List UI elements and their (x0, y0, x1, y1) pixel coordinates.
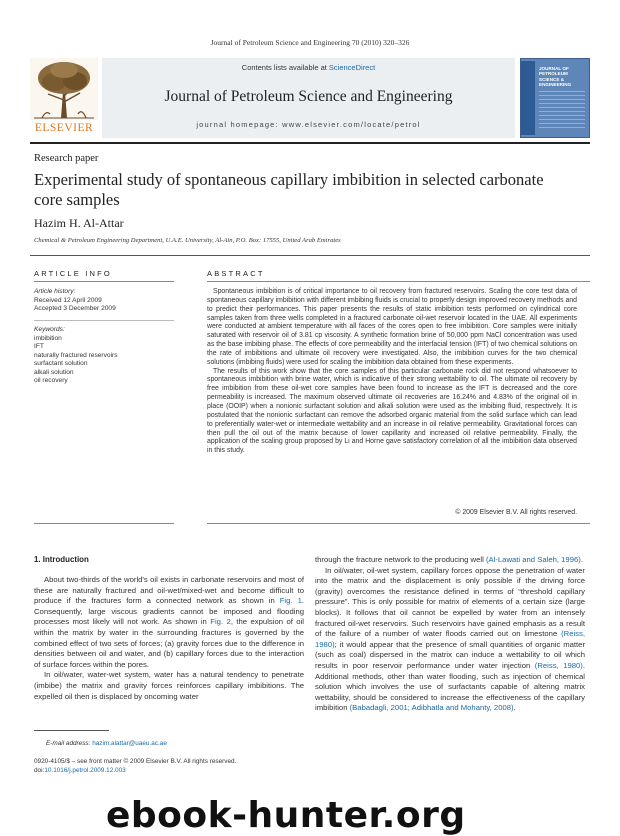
contents-prefix: Contents lists available at (241, 63, 327, 72)
figure-2-link[interactable]: Fig. 2 (210, 617, 231, 627)
article-info-rule (34, 281, 174, 282)
cover-band (521, 61, 535, 135)
journal-homepage[interactable]: journal homepage: www.elsevier.com/locate/petrol (196, 120, 421, 129)
front-matter (34, 758, 236, 775)
accepted-date: Accepted 3 December 2009 (34, 305, 116, 312)
doi-line (34, 767, 236, 776)
article-type: Research paper (34, 153, 99, 164)
keyword: IFT (34, 343, 44, 350)
keyword: naturally fractured reservoirs (34, 351, 118, 359)
abstract-copyright: © 2009 Elsevier B.V. All rights reserved. (455, 509, 577, 516)
right-column (315, 555, 585, 714)
intro-paragraph-2: In oil/water, water-wet system, water has a natural tendency to penetrate (imbibe) the matrix and gravity forces reinforces capillary imbibitions. The expelled oil then is displaced by oncoming water (34, 670, 304, 701)
article-info-heading: ARTICLE INFO (34, 269, 112, 278)
section-heading-introduction: 1. Introduction (34, 555, 89, 564)
author-name: Hazim H. Al-Attar (34, 216, 124, 230)
doi-prefix: doi: (34, 766, 45, 774)
header-rule (30, 142, 590, 144)
cover-decoration (539, 91, 585, 131)
text-run: About two-thirds of the world's oil exists in carbonate reservoirs and most of these are naturally fractured and oil-wet/mixed-wet and become difficult to produce if the fractures form a connected network as shown in (34, 575, 304, 606)
text-run: . Additional methods, other than water flooding, such as injection of chemical solution which involves the use of surfactants capable of altering matrix wettability, should be considered to increase the effectiveness of the capillary imbibition (315, 660, 585, 713)
info-end-rule (34, 523, 174, 524)
contents-line (102, 63, 515, 72)
keyword: oil recovery (34, 377, 68, 384)
cover-title: JOURNAL OF PETROLEUM SCIENCE & ENGINEERING (539, 66, 572, 88)
figure-1-link[interactable]: Fig. 1 (279, 596, 302, 606)
publisher-name: ELSEVIER (34, 122, 94, 134)
citation-link[interactable]: (Reiss, 1980) (534, 660, 583, 670)
abstract-body (207, 288, 577, 456)
received-date: Received 12 April 2009 (34, 296, 102, 304)
abstract-rule (207, 281, 590, 282)
keyword: alkali solution (34, 368, 74, 376)
keywords-block (34, 326, 174, 386)
article-history (34, 288, 174, 314)
intro-paragraph-continued (315, 555, 585, 566)
text-run: ; it would appear that the presence of small quantities of organic matter (such as coal) dispersed in the matrix can induce a wettability to oil which results in poor reservoir performance under water injection (315, 639, 585, 670)
article-title: Experimental study of spontaneous capillary imbibition in selected carbonate core samples (34, 170, 544, 209)
text-run: . (513, 703, 516, 713)
abstract-end-rule (207, 523, 590, 524)
footnote-rule (34, 730, 109, 731)
abstract-heading: ABSTRACT (207, 269, 265, 278)
citation-link[interactable]: (Reiss, 1980) (315, 629, 585, 649)
journal-cover-thumbnail (520, 58, 590, 138)
keywords-label: Keywords: (34, 326, 65, 333)
abstract-paragraph-2: The results of this work show that the core samples of this particular carbonate rock did not respond whatsoever to spontaneous imbibition with brine water, which is indicative of their strong wettability to oil. The ultimate oil recovery by free imbibition from these oil-wet core samples have been found to increase as the IFT is decreased and the core permeability is increased. The maximum observed ultimate oil recoveries are 16.24% and 4.83% of the original oil in place (OOIP) when a nonionic surfactant solution and alkali solution were used as the imbibing fluid, respectively. It is postulated that the nonionic surfactant can remove the adsorbed organic material from the solid surface which can lead to preferentially water-wet or intermediate wettability and an increase in oil relative permeability. Gravitational forces can then pull the oil out of the matrix because of lower capillarity and increased oil relative permeability. Finally, the application of the scaling group proposed by Li and Horne gave satisfactory correlation of all the imbibition data observed in this study. (207, 367, 577, 455)
history-rule (34, 320, 174, 321)
text-run: . (580, 555, 583, 564)
left-column (34, 575, 304, 702)
journal-reference: Journal of Petroleum Science and Engineering 70 (2010) 320–326 (210, 38, 410, 47)
citation-link[interactable]: (Al-Lawati and Saleh, 1996) (485, 555, 581, 564)
text-run: In oil/water, oil-wet system, capillary forces oppose the penetration of water into the matrix and the displacement is only possible if the driving force (gravity) overcomes the resistance defined in terms of “threshold capillary pressure”. This is only possible for matrix of elements of a certain size (large blocks). It follows that oil cannot be expelled by water from an intensely fractured oil-wet reservoirs. Such reservoirs have gained emphasis as a result of the failure of a number of water floods carried out on limestone (315, 565, 585, 639)
tree-icon (30, 58, 98, 120)
text-run: . Consequently, large viscous gradients cannot be imposed and flooding processes most likely will not work. As shown in (34, 596, 304, 627)
doi-link[interactable]: 10.1016/j.petrol.2009.12.003 (44, 766, 126, 774)
intro-paragraph-3 (315, 566, 585, 714)
text-run: through the fracture network to the producing well (315, 555, 486, 564)
history-label: Article history: (34, 288, 76, 295)
abstract-paragraph-1: Spontaneous imbibition is of critical importance to oil recovery from fractured reservoirs. Scaling the core test data of spontaneous capillary imbibition with different imbibing fluids is crucial to properly design improved recovery methods and to predict their performances. This paper presents the results of static imbibition tests performed on cylindrical core samples taken from three wells completed in a fractured carbonate oil-wet reservoir located in the UAE. All experiments were conducted at ambient temperature with all faces of the cores open to free imbibition. Core samples were initially saturated with reservoir oil of 3.81 cp viscosity. A synthetic formation brine of 50,000 ppm NaCl concentration was used as the base imbibing phase. The effects of core permeability and the interfacial tension (IFT) of two chemical solutions on the rate of imbibitions and ultimate oil recovery were investigated. Also, the imbibition curves for the two chemical solutions (imbibing fluids) were used for scaling the imbibition data obtained from these experiments. (207, 288, 577, 366)
email-link[interactable]: hazim.alattar@uaeu.ac.ae (92, 740, 167, 747)
journal-banner (30, 58, 590, 138)
text-run: , the expulsion of oil within the matrix by water in the surrounding fractures is governed by the combined effect of two sets of forces; (a) gravity forces due to the difference in densities between oil and water, and (b) capillary forces due to the interaction of surface forces within the pores. (34, 617, 304, 669)
sciencedirect-link[interactable]: ScienceDirect (328, 63, 376, 72)
watermark: ebook-hunter.org (106, 795, 466, 836)
email-label: E-mail address: (46, 740, 91, 747)
author-affiliation: Chemical & Petroleum Engineering Department, U.A.E. University, Al-Ain, P.O. Box: 17555, United Arab Emirates (34, 237, 341, 244)
title-rule (30, 255, 590, 256)
intro-paragraph-1 (34, 575, 304, 670)
keyword: imbibition (34, 334, 62, 342)
banner-center-panel (102, 58, 515, 138)
footnote-email (46, 740, 167, 749)
elsevier-tree-logo (30, 58, 98, 138)
journal-title: Journal of Petroleum Science and Engineering (164, 88, 453, 105)
citation-link[interactable]: (Babadagli, 2001; Adibhatla and Mohanty, 2008) (349, 703, 514, 713)
issn-line: 0920-4105/$ – see front matter © 2009 Elsevier B.V. All rights reserved. (34, 758, 237, 765)
keyword: surfactant solution (34, 360, 88, 367)
